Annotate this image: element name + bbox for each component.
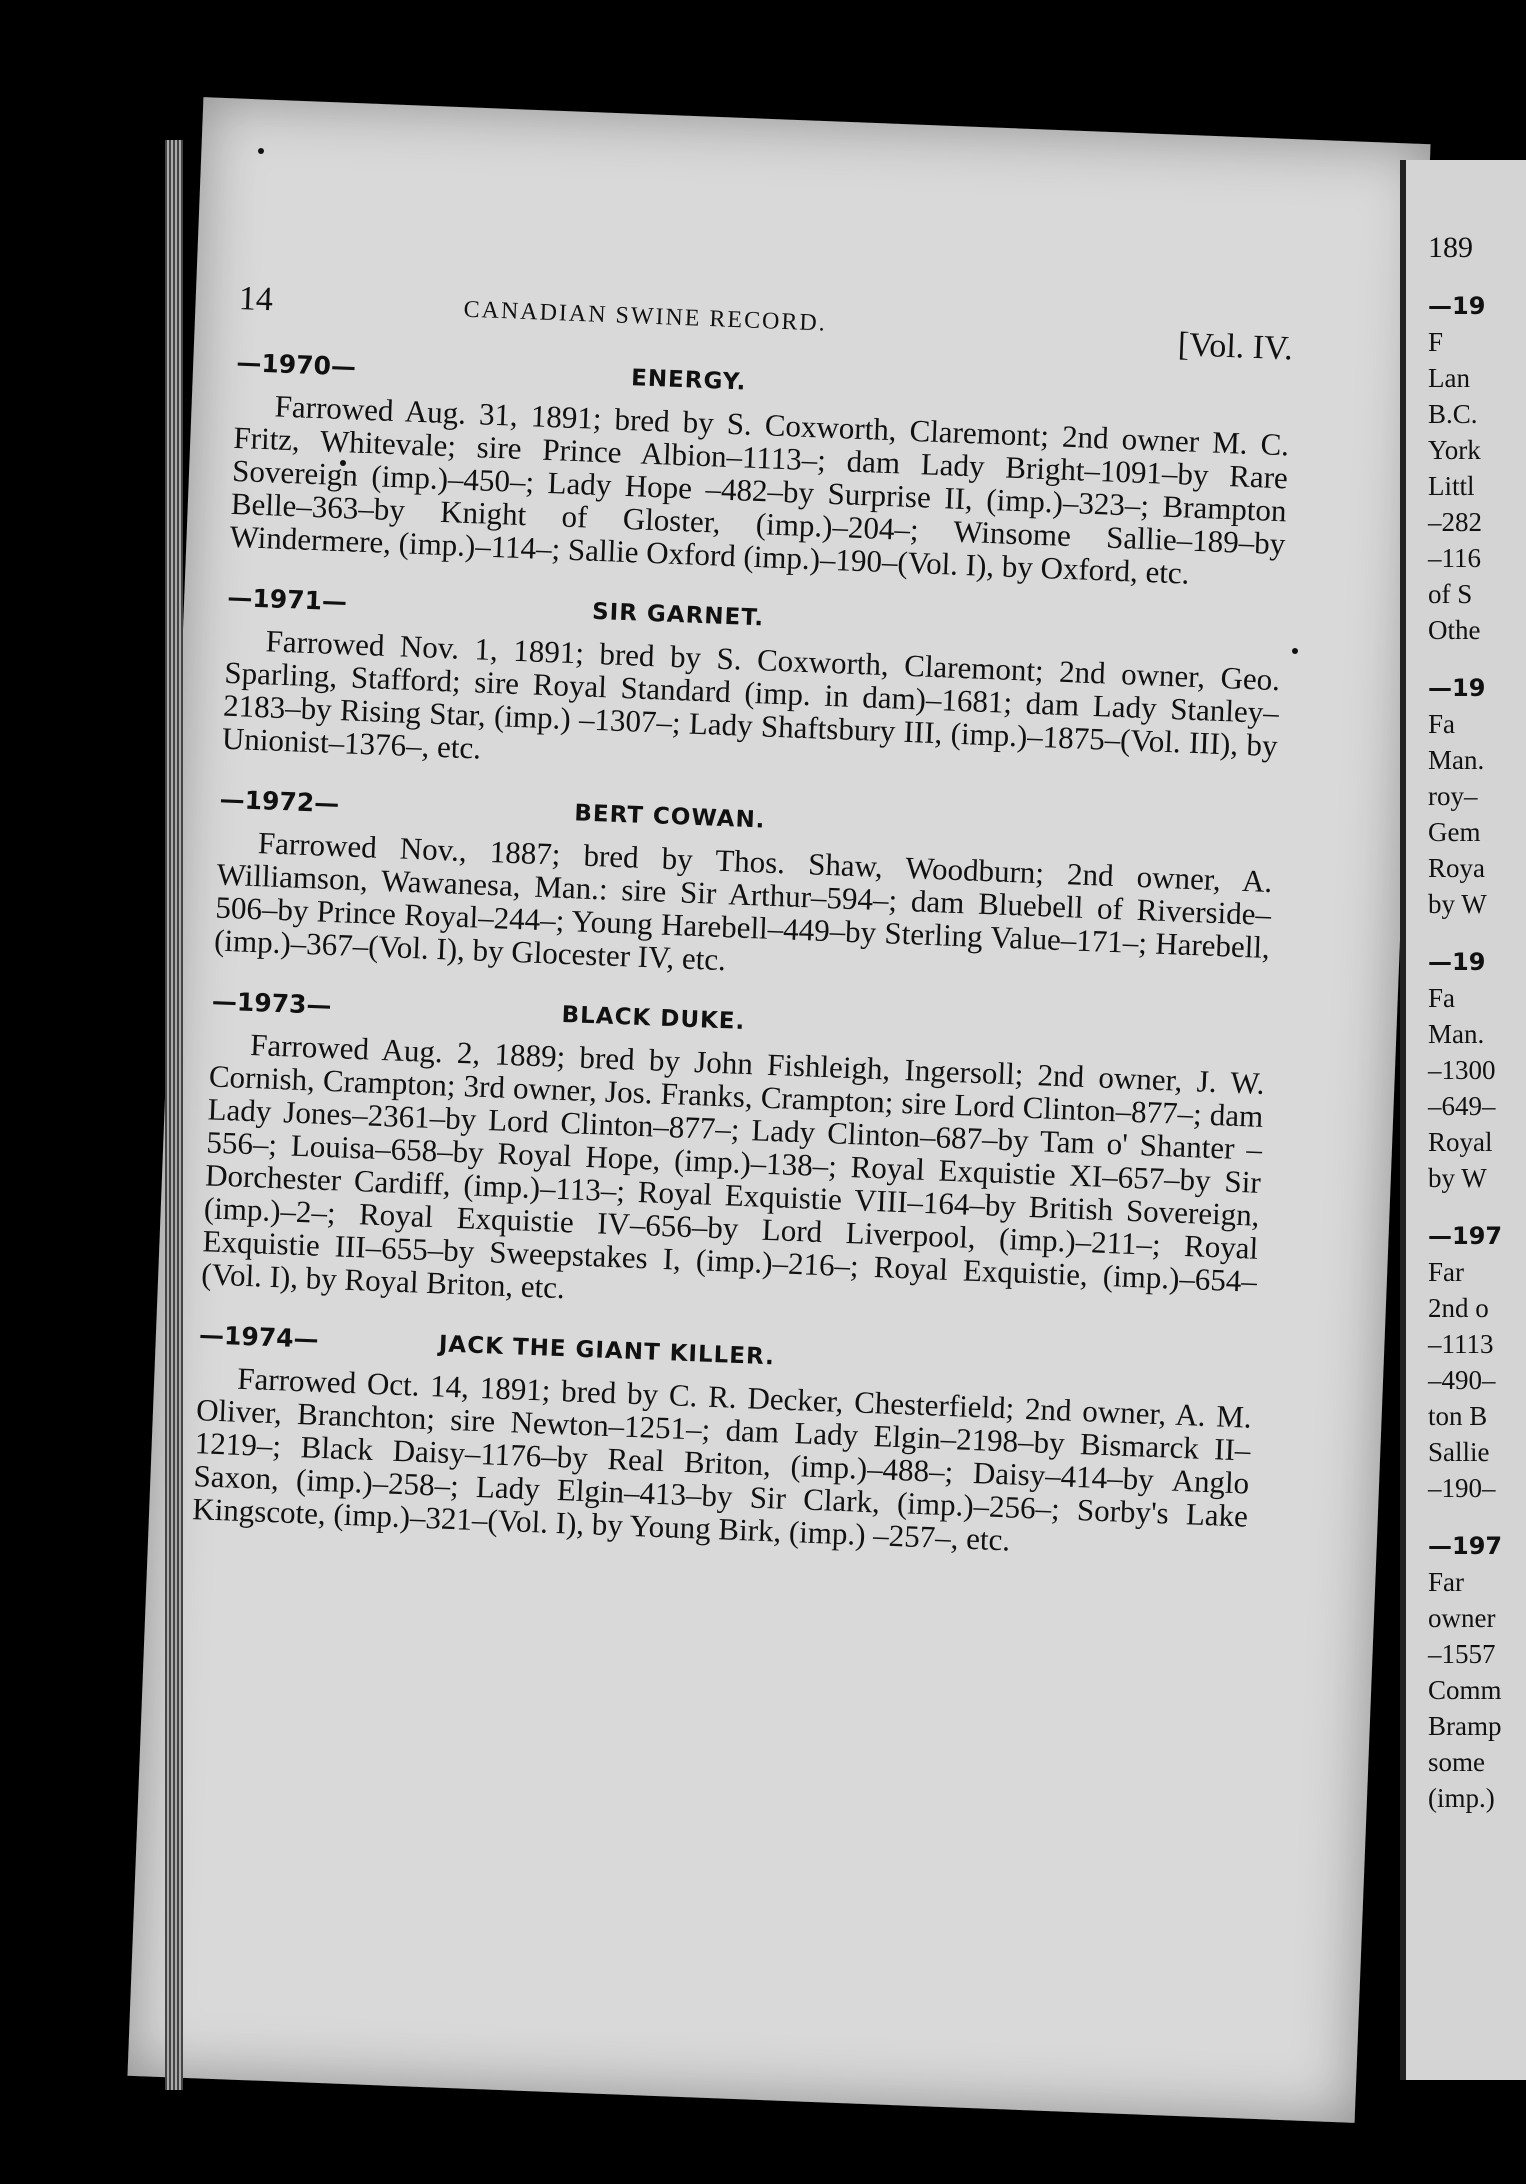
- facing-page-text: 2nd o: [1428, 1293, 1489, 1323]
- entry-text: Farrowed Aug. 2, 1889; bred by John Fishleigh, Ingersoll; 2nd owner, J. W. Cornish, Crampton; 3rd owner, Jos. Franks, Crampton; sire Lord Clinton–877–; dam Lady Jones–2361–by Lord Clinton–877–; Lady Clinton–687–by Tam o' Shanter –556–; Louisa–658–by Royal Hope, (imp.)–138–; Royal Exquistie XI–657–by Sir Dorchester Cardiff, (imp.)–113–; Royal Exquistie VIII–164–by British Sovereign, (imp.)–2–; Royal Exquistie IV–656–by Lord Liverpool, (imp.)–211–; Royal Exquistie III–655–by Sweepstakes I, (imp.)–216–; Royal Exquistie, (imp.)–654–(Vol. I), by Royal Briton, etc.: [200, 1026, 1266, 1306]
- facing-page-text: —19: [1428, 948, 1486, 976]
- facing-page-text: of S: [1428, 579, 1473, 609]
- facing-page-text: –282: [1428, 507, 1482, 537]
- entry-name: ENERGY.: [630, 365, 747, 396]
- facing-page-text: 189: [1428, 231, 1473, 264]
- facing-page-text: —197: [1428, 1532, 1503, 1560]
- entry-number: —1971—: [226, 582, 348, 617]
- facing-page-text: –1557: [1428, 1639, 1496, 1669]
- facing-page-text: B.C.: [1428, 399, 1478, 429]
- facing-page-text: Othe: [1428, 615, 1481, 645]
- facing-page-text: Man.: [1428, 745, 1485, 775]
- print-speck: [258, 148, 264, 154]
- pedigree-entry: [214, 781, 1275, 997]
- pedigree-entry: [229, 344, 1291, 593]
- facing-page-text: —197: [1428, 1222, 1503, 1250]
- facing-page-text: —19: [1428, 674, 1486, 702]
- facing-page-text: Lan: [1428, 363, 1470, 393]
- facing-page-text: Littl: [1428, 471, 1475, 501]
- facing-page-fragment: [1400, 160, 1526, 2080]
- facing-page-text: –116: [1428, 543, 1481, 573]
- facing-page-text: by W: [1428, 1163, 1487, 1193]
- facing-page-text: Fa: [1428, 709, 1455, 739]
- facing-page-text: –649–: [1428, 1091, 1496, 1121]
- facing-page-text: Far: [1428, 1257, 1464, 1287]
- entry-text: Farrowed Nov., 1887; bred by Thos. Shaw, Woodburn; 2nd owner, A. Williamson, Wawanesa, Man.: sire Sir Arthur–594–; dam Bluebell of Riverside–506–by Prince Royal–244–; Young Harebell–449–by Sterling Value–171–; Harebell, (imp.)–367–(Vol. I), by Glocester IV, etc.: [213, 825, 1273, 978]
- facing-page-text: Far: [1428, 1567, 1464, 1597]
- entry-name: BERT COWAN.: [573, 800, 766, 834]
- running-title: CANADIAN SWINE RECORD.: [463, 296, 828, 337]
- facing-page-text: –1300: [1428, 1055, 1496, 1085]
- entry-number: —1972—: [219, 784, 340, 819]
- facing-page-text: (imp.): [1428, 1783, 1495, 1813]
- facing-page-text: –190–: [1428, 1473, 1496, 1503]
- facing-page-text: —19: [1428, 292, 1486, 320]
- facing-page-text: Man.: [1428, 1019, 1485, 1049]
- pedigree-entry: [221, 579, 1282, 795]
- facing-page-text: Sallie: [1428, 1437, 1490, 1467]
- entry-name: JACK THE GIANT KILLER.: [438, 1331, 776, 1371]
- entry-name: SIR GARNET.: [591, 598, 765, 632]
- facing-page-text: Royal: [1428, 1127, 1493, 1157]
- facing-page-text: ton B: [1428, 1401, 1488, 1431]
- facing-page-text: Fa: [1428, 983, 1455, 1013]
- facing-page-text: owner: [1428, 1603, 1496, 1633]
- volume-label: [Vol. IV.: [1177, 326, 1294, 368]
- pedigree-entry: [192, 1316, 1254, 1565]
- page-edge-stack: [165, 140, 183, 2090]
- entry-number: —1970—: [235, 347, 357, 382]
- facing-page-text: Roya: [1428, 853, 1485, 883]
- facing-page-text: –490–: [1428, 1365, 1496, 1395]
- pedigree-entry: [201, 982, 1267, 1330]
- facing-page-text: Bramp: [1428, 1711, 1502, 1741]
- facing-page-text: York: [1428, 435, 1481, 465]
- print-speck: [1292, 648, 1298, 654]
- page-number: 14: [238, 279, 274, 319]
- entry-name: BLACK DUKE.: [561, 1001, 746, 1035]
- entry-text: Farrowed Nov. 1, 1891; bred by S. Coxworth, Claremont; 2nd owner, Geo. Sparling, Stafford; sire Royal Standard (imp. in dam)–1681; dam Lady Stanley–2183–by Rising Star, (imp.) –1307–; Lady Shaftsbury III, (imp.)–1875–(Vol. III), by Unionist–1376–, etc.: [221, 623, 1281, 766]
- entry-number: —1974—: [198, 1320, 320, 1354]
- entry-number: —1973—: [211, 986, 332, 1021]
- facing-page-text: by W: [1428, 889, 1487, 919]
- facing-page-text: Comm: [1428, 1675, 1502, 1705]
- facing-page-text: F: [1428, 327, 1444, 357]
- facing-page-text: Gem: [1428, 817, 1481, 847]
- entry-text: Farrowed Oct. 14, 1891; bred by C. R. Decker, Chesterfield; 2nd owner, A. M. Oliver, Branchton; sire Newton–1251–; dam Lady Elgin–2198–by Bismarck II–1219–; Black Daisy–1176–by Real Briton, (imp.)–488–; Daisy–414–by Anglo Saxon, (imp.)–258–; Lady Elgin–413–by Sir Clark, (imp.)–256–; Sorby's Lake Kingscote, (imp.)–321–(Vol. I), by Young Birk, (imp.) –257–, etc.: [191, 1360, 1253, 1558]
- page-content: [192, 270, 1294, 1566]
- facing-page-text: –1113: [1428, 1329, 1494, 1359]
- entry-text: Farrowed Aug. 31, 1891; bred by S. Coxworth, Claremont; 2nd owner M. C. Fritz, Whitevale; sire Prince Albion–1113–; dam Lady Bright–1091–by Rare Sovereign (imp.)–450–; Lady Hope –482–by Surprise II, (imp.)–323–; Brampton Belle–363–by Knight of Gloster, (imp.)–204–; Winsome Sallie–189–by Windermere, (imp.)–114–; Sallie Oxford (imp.)–190–(Vol. I), by Oxford, etc.: [229, 388, 1290, 591]
- facing-page-text: roy–: [1428, 781, 1478, 811]
- facing-page-text: some: [1428, 1747, 1485, 1777]
